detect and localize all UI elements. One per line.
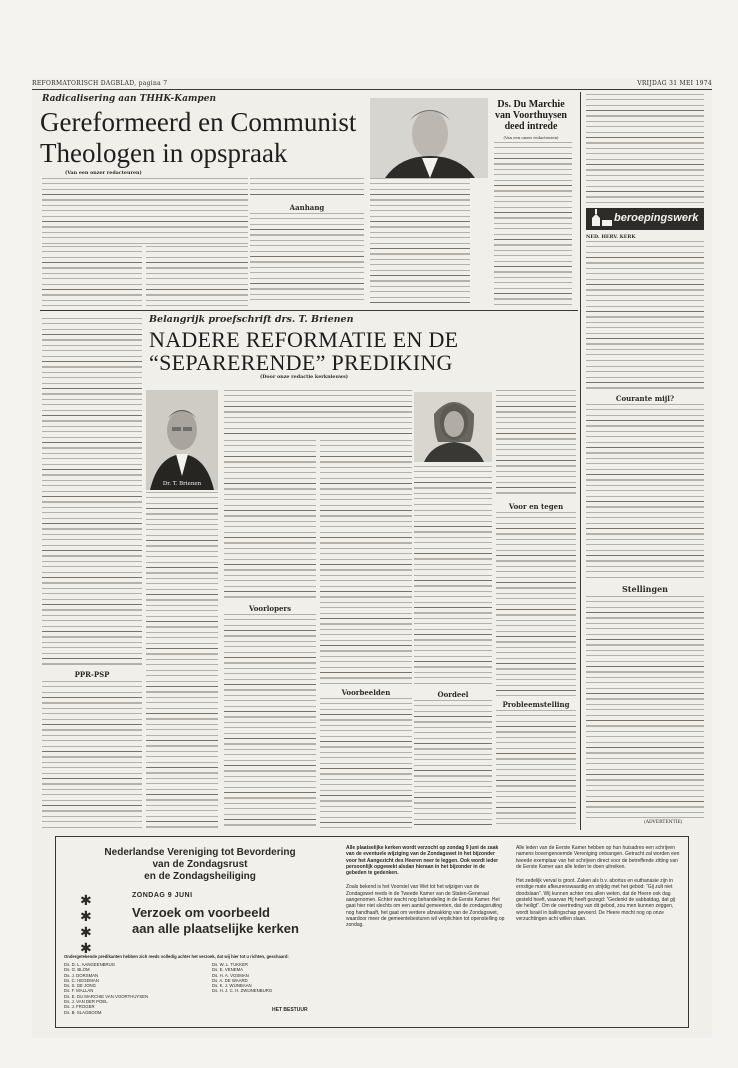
ad-board: HET BESTUUR bbox=[272, 1007, 308, 1013]
ad-date: ZONDAG 9 JUNI bbox=[132, 892, 193, 899]
signatory: Ds. H. J. C. H. ZWIJNENBURG bbox=[212, 988, 273, 994]
sidebar-beroepen-body bbox=[586, 241, 704, 361]
article3-lead bbox=[224, 390, 412, 436]
signatory: Ds. J. FROGER bbox=[64, 1004, 95, 1010]
subhead-aanhang: Aanhang bbox=[289, 203, 325, 212]
ad-signatories-intro: Ondergetekende predikanten hebben zich reeds volledig achter het verzoek, dat wij hier tot u richten, geschaard: bbox=[64, 954, 289, 959]
historic-portrait-image bbox=[414, 392, 492, 462]
ad-col2-p2: Zoals bekend is het Voorstel van Wet tot het wijzigen van de Zondagswet reeds in de Tweede Kamer van de Staten-Generaal aangenomen. Echter wacht nog behandeling in de Eerste Kamer. Het gaat hier niet slechts om een aantal gemeenten, dat de zondagsruiting nog handhaaft, het gaat om verdere afzwakking van de Zondagswet, waardoor meer de gemeentebesturen wil verplichten tot openstelling op zondag. bbox=[346, 884, 505, 929]
ad-org bbox=[62, 847, 338, 883]
article3-title-line2: “SEPARERENDE” PREDIKING bbox=[149, 350, 453, 375]
ad-org-line2: van de Zondagsrust bbox=[152, 859, 248, 870]
portrait-photo bbox=[370, 98, 488, 178]
sidebar-mid-body bbox=[586, 366, 704, 390]
article1-byline: (Van een onzer redacteuren) bbox=[65, 170, 142, 176]
subhead-stellingen: Stellingen bbox=[622, 584, 668, 594]
article1-col1-lower bbox=[42, 318, 142, 668]
article1-col3-body bbox=[250, 213, 364, 305]
star-icon: ✱ bbox=[80, 909, 92, 925]
article3-kicker: Belangrijk proefschrift drs. T. Brienen bbox=[149, 314, 354, 325]
signatory: Ds. S. DE JONG bbox=[64, 983, 96, 989]
article2-col2-body bbox=[494, 142, 572, 306]
advertisement bbox=[55, 836, 689, 1028]
signatory: Ds. D. L. AANGEENBRUG bbox=[64, 962, 116, 967]
signatory: Ds. C. HEGEMAN bbox=[64, 977, 99, 983]
article3-col3-tail bbox=[320, 698, 412, 828]
subhead-voorbeelden: Voorbeelden bbox=[341, 688, 391, 697]
ad-stars bbox=[80, 893, 92, 957]
ad-col3 bbox=[516, 845, 680, 1021]
ad-col2-p1: Alle plaatselijke kerken wordt verzocht op zondag 9 juni de zaak van de eventuele wijziging van de Zondagswet in het bijzonder voor het Aangezicht des Heeren neer te leggen. Ook wordt ieder persoonlijk opgewekt alsdan hieraan in het bijzonder in de gebeden te gedenken. bbox=[346, 845, 499, 877]
article3-col2-tail bbox=[224, 614, 316, 828]
article1-col1-tail bbox=[42, 681, 142, 829]
signatory: Ds. J. DORSMAN bbox=[64, 972, 99, 978]
sidebar-courante-body bbox=[586, 404, 704, 580]
signatory: Ds. E. DU MARCHIE VAN VOORTHUYSEN bbox=[64, 993, 149, 999]
signatory: Ds. G. BLOM bbox=[64, 967, 90, 973]
article1-col1-body bbox=[42, 246, 142, 306]
historic-portrait bbox=[414, 392, 492, 462]
subhead-ppr: PPR-PSP bbox=[74, 670, 110, 679]
star-icon: ✱ bbox=[80, 925, 92, 941]
portrait-image bbox=[370, 98, 488, 178]
article3-col3-body bbox=[320, 440, 412, 684]
photo-caption: Dr. T. Brienen bbox=[162, 481, 202, 487]
article3-col5-mid bbox=[496, 512, 576, 696]
article1-lead bbox=[42, 178, 248, 244]
star-icon: ✱ bbox=[80, 893, 92, 909]
header-left: REFORMATORISCH DAGBLAD, pagina 7 bbox=[32, 80, 168, 87]
ad-appeal-line2: aan alle plaatselijke kerken bbox=[132, 921, 299, 936]
section-rule bbox=[40, 310, 578, 311]
ad-col2 bbox=[346, 845, 506, 1021]
signatory: Ds. F. MALLAN bbox=[64, 988, 94, 994]
article1-title-line1: Gereformeerd en Communist bbox=[40, 107, 357, 137]
article1-title-line2: Theologen in opspraak bbox=[40, 138, 288, 168]
beroepingswerk-logo-box bbox=[586, 208, 704, 230]
article3-col5-body bbox=[496, 390, 576, 498]
signatory: Ds. J. VAN DER POEL bbox=[64, 999, 108, 1005]
ad-org-line3: en de Zondagsheiliging bbox=[144, 871, 256, 882]
ad-left-panel bbox=[62, 841, 338, 1023]
article3-col1-body bbox=[146, 524, 218, 666]
subhead-oordeel: Oordeel bbox=[437, 690, 469, 699]
signatory: Ds. H. A. VOSMAN bbox=[212, 972, 249, 978]
ad-appeal-line1: Verzoek om voorbeeld bbox=[132, 905, 270, 920]
header-right: VRIJDAG 31 MEI 1974 bbox=[637, 80, 712, 87]
ad-org-line1: Nederlandse Vereniging tot Bevordering bbox=[104, 847, 296, 858]
article1-col4-body bbox=[370, 178, 470, 306]
sidebar-top-body bbox=[586, 94, 704, 204]
signatory: Ds. W. L. TUKKER bbox=[212, 962, 248, 967]
ad-col3-p1: Alle leden van de Eerste Kamer hebben op hun huisadres een schrijven namens bovengenoemde Vereniging ontvangen. Getracht zal worden een tweede exemplaar van het schrijven direct voor de betreffende zitting van de Eerste Kamer aan alle leden te doen uitreiken. bbox=[516, 845, 680, 870]
subhead-probleemstelling: Probleemstelling bbox=[502, 700, 570, 709]
subhead-courante: Courante mijl? bbox=[615, 394, 675, 403]
ad-signatories-right bbox=[212, 962, 338, 994]
article2-byline: (Van een onzer redacteuren) bbox=[503, 135, 559, 140]
subhead-voor-tegen: Voor en tegen bbox=[508, 502, 564, 511]
article1-lead-cont bbox=[250, 178, 364, 199]
article3-col5-tail bbox=[496, 710, 576, 828]
article2-title-line2: van Voorthuysen bbox=[495, 110, 567, 121]
article2-title-line3: deed intrede bbox=[504, 121, 558, 132]
brienen-photo bbox=[146, 390, 218, 490]
sidebar-divider bbox=[580, 92, 581, 830]
subhead-voorlopers: Voorlopers bbox=[248, 604, 292, 613]
article3-col1-tail bbox=[146, 670, 218, 828]
article3-col4-body bbox=[414, 510, 492, 686]
ad-appeal bbox=[132, 905, 299, 937]
logo-text: beroepingswerk bbox=[614, 212, 699, 224]
article3-col2-body bbox=[224, 440, 316, 600]
photo-caption-text bbox=[146, 492, 218, 520]
article3-col4-tail bbox=[414, 700, 492, 828]
ad-signatories-left bbox=[64, 962, 194, 1015]
ad-col3-p2: Het zedelijk verval is groot. Zaken als b.v. abortus en euthanasie zijn in ernstige mate afkeurenswaardig en strijdig met het gebod: “Gij zult niet doodslaan”. Wij kunnen achter ons allen weten, dat de Heere ook dag gesteld heeft, waarvan Hij heeft gezegd: “Gedenkt de sabbatdag, dat gij die heiligt”. Om de overtreding van dit gebod, zou men kunnen zeggen, wordt Israël in ballingschap gevoerd. De Heere mocht nog op onze verzuchtingen acht willen slaan. bbox=[516, 878, 675, 922]
article3-title-line1: NADERE REFORMATIE EN DE bbox=[149, 327, 459, 352]
brienen-image bbox=[146, 390, 218, 490]
signatory: Ds. K. J. WIJNBAAN bbox=[212, 983, 252, 989]
sidebar-stellingen-body bbox=[586, 596, 704, 818]
historic-caption bbox=[414, 466, 492, 506]
sidebar-heading: NED. HERV. KERK bbox=[586, 234, 636, 240]
article1-kicker: Radicalisering aan THHK-Kampen bbox=[42, 94, 216, 104]
adv-label: (ADVERTENTIE) bbox=[644, 820, 683, 825]
signatory: Ds. A. DE WAARD bbox=[212, 977, 248, 983]
header-rule bbox=[32, 89, 712, 90]
star-icon: ✱ bbox=[80, 941, 92, 957]
article1-col2-body bbox=[146, 246, 248, 306]
article3-byline: (Door onze redactie kerknieuws) bbox=[260, 374, 349, 380]
signatory: Ds. E. VENEMA bbox=[212, 967, 244, 973]
article2-title-line1: Ds. Du Marchie bbox=[497, 99, 565, 110]
signatory: Ds. B. SLAGBOOM bbox=[64, 1009, 102, 1015]
